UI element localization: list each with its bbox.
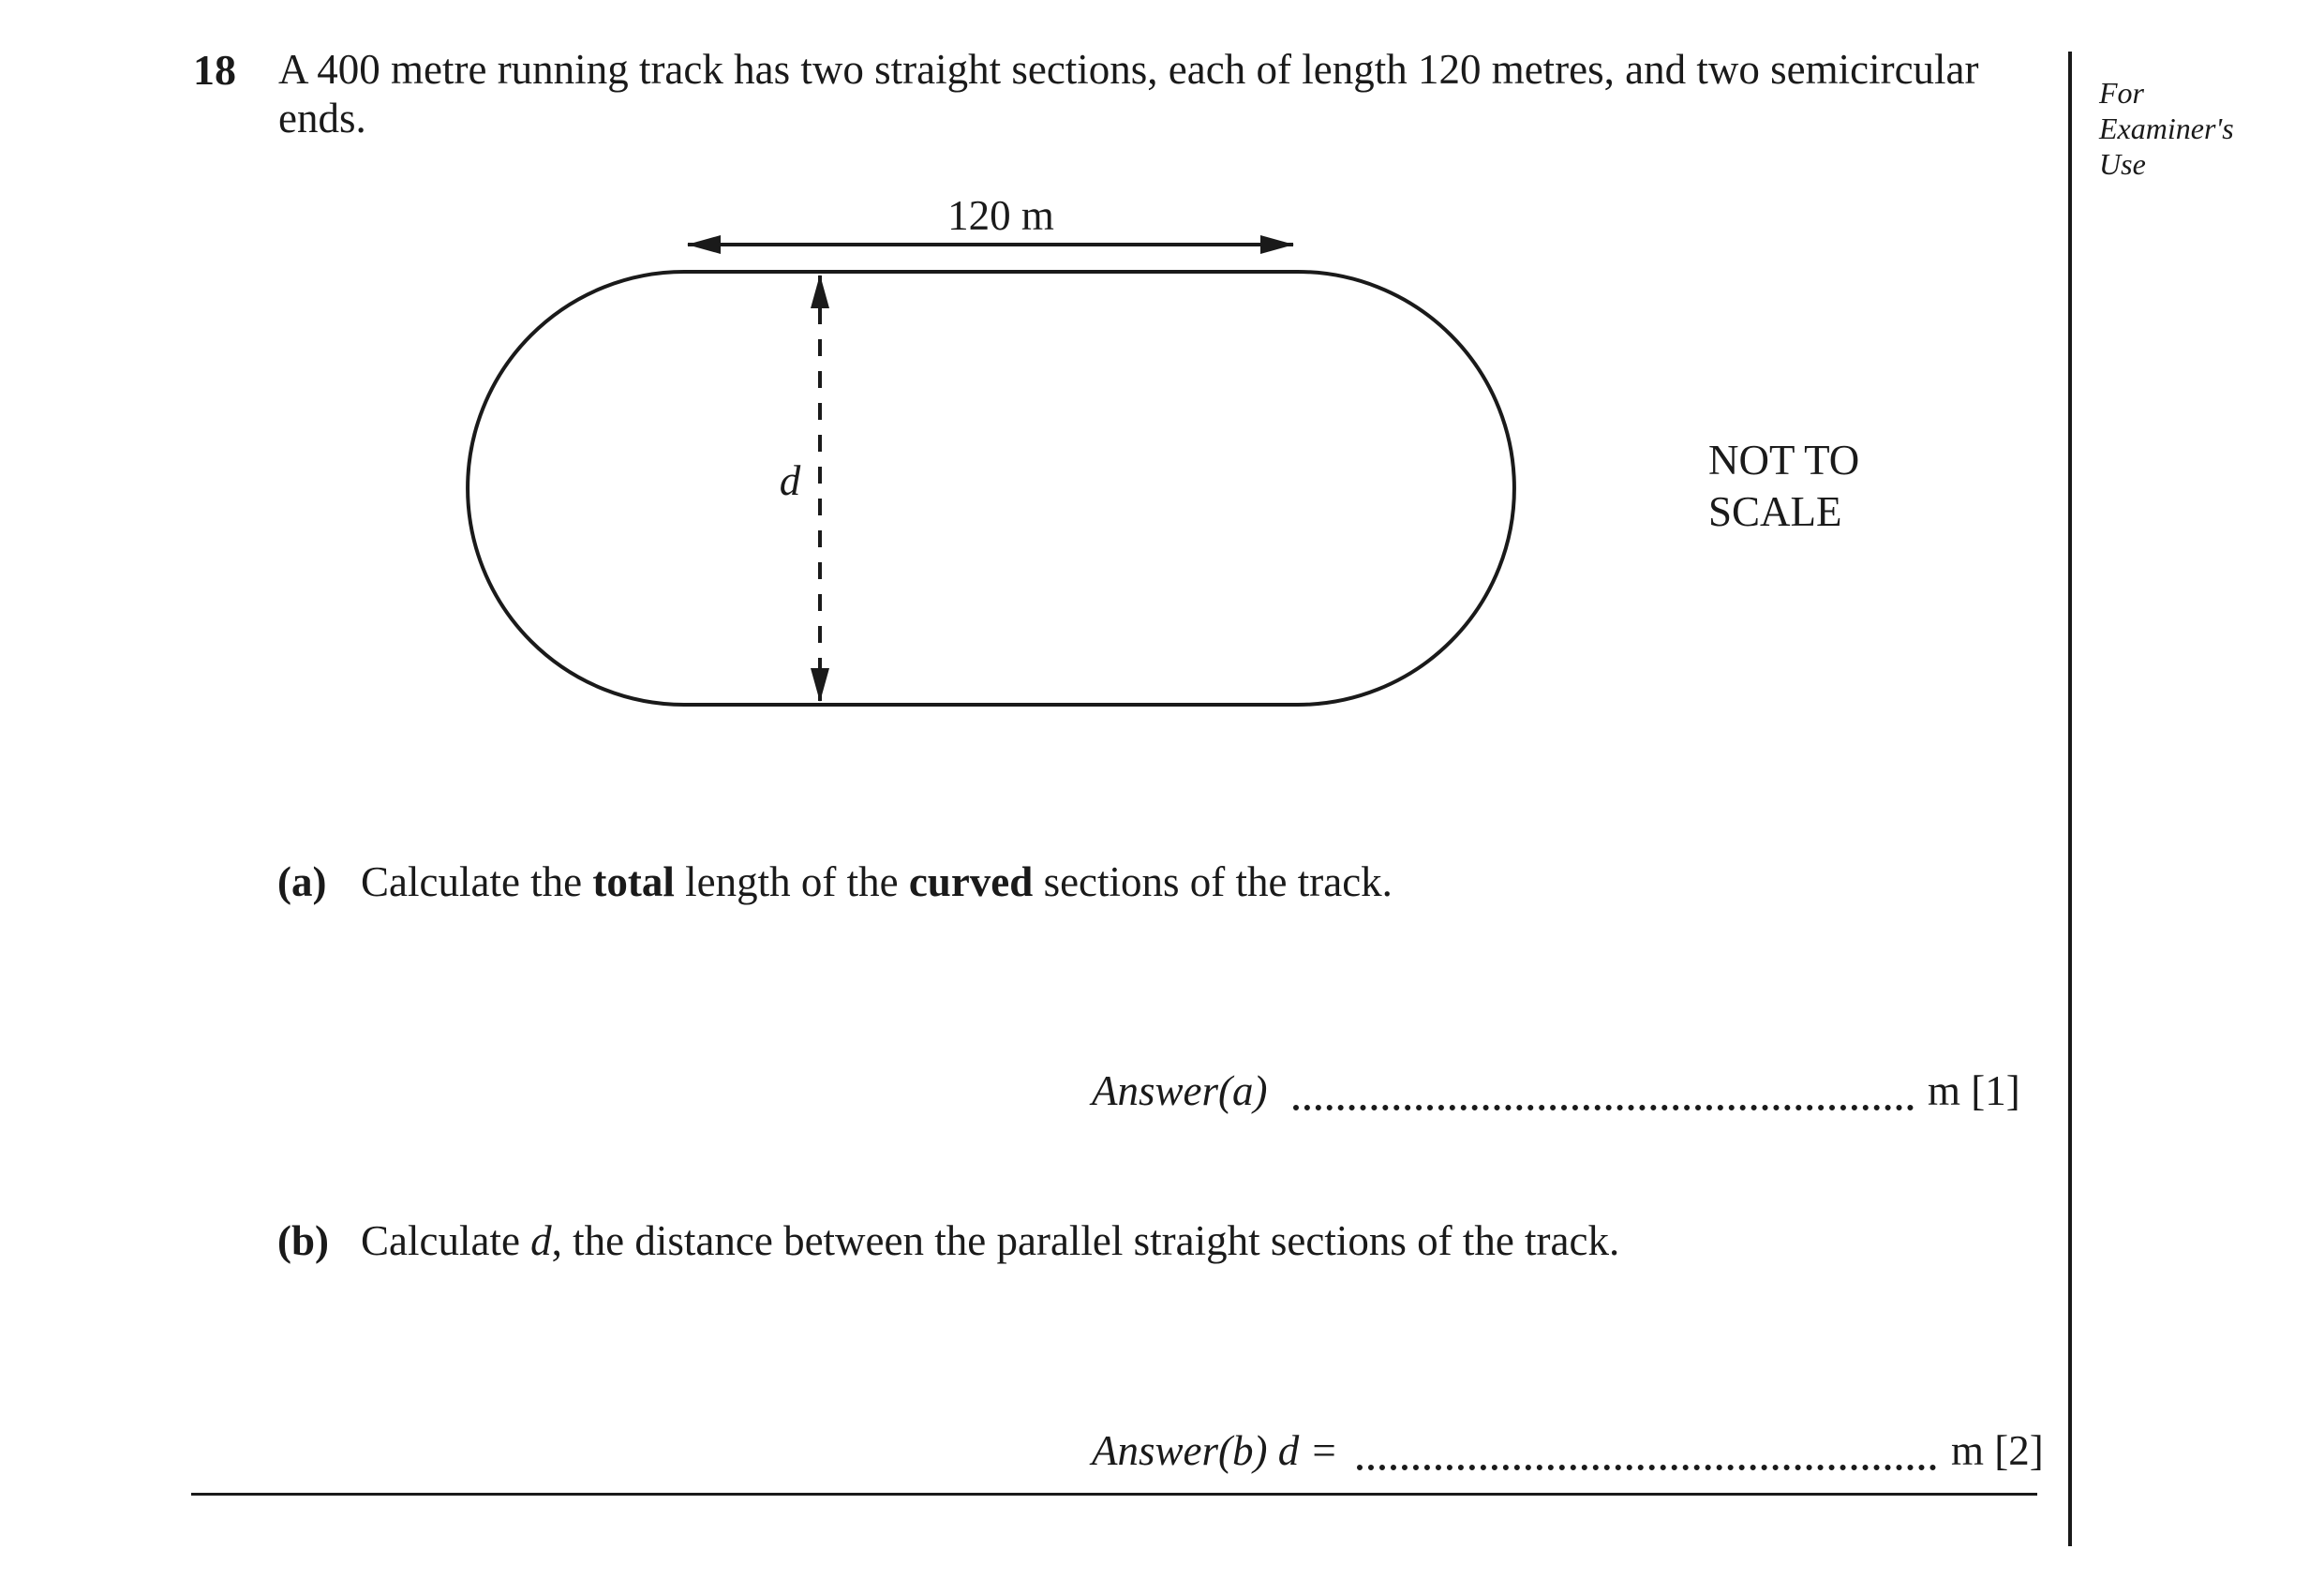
answer-a-label: Answer(a) <box>1092 1067 1268 1114</box>
part-b-text-start: Calculate <box>361 1217 531 1264</box>
examiner-note-line-2: Examiner's <box>2099 112 2234 145</box>
part-a-question <box>361 857 1393 906</box>
part-a-text-middle: length of the <box>674 858 909 905</box>
bottom-rule <box>191 1493 2037 1496</box>
question-text-line-1: A 400 metre running track has two straight sections, each of length 120 metres, and two semicircular <box>278 46 1979 93</box>
answer-a-field[interactable] <box>1293 1105 1914 1110</box>
answer-a-unit-marks: m [1] <box>1928 1067 2020 1114</box>
part-b-label: (b) <box>277 1217 329 1264</box>
track-outline <box>468 272 1514 705</box>
answer-b-field[interactable] <box>1357 1465 1936 1470</box>
question-number: 18 <box>193 46 236 94</box>
examiner-note-line-3: Use <box>2099 147 2146 181</box>
not-to-scale-note: NOT TO SCALE <box>1708 437 1860 535</box>
examiner-note-line-1: For <box>2099 76 2144 110</box>
diameter-label: d <box>779 457 801 504</box>
part-a-text-end: sections of the track. <box>1033 858 1393 905</box>
part-a-bold-total: total <box>592 858 675 905</box>
part-b-variable: d <box>530 1217 552 1264</box>
answer-b-label: Answer(b) d = <box>1092 1427 1338 1474</box>
answer-b-unit-marks: m [2] <box>1951 1427 2044 1474</box>
part-a-label: (a) <box>277 858 327 905</box>
length-label: 120 m <box>947 192 1054 239</box>
part-a-bold-curved: curved <box>908 858 1034 905</box>
part-b-text-end: , the distance between the parallel straight sections of the track. <box>551 1217 1620 1264</box>
question-text-line-2: ends. <box>278 95 366 142</box>
part-a-text-start: Calculate the <box>361 858 593 905</box>
part-b-question <box>361 1216 1619 1265</box>
